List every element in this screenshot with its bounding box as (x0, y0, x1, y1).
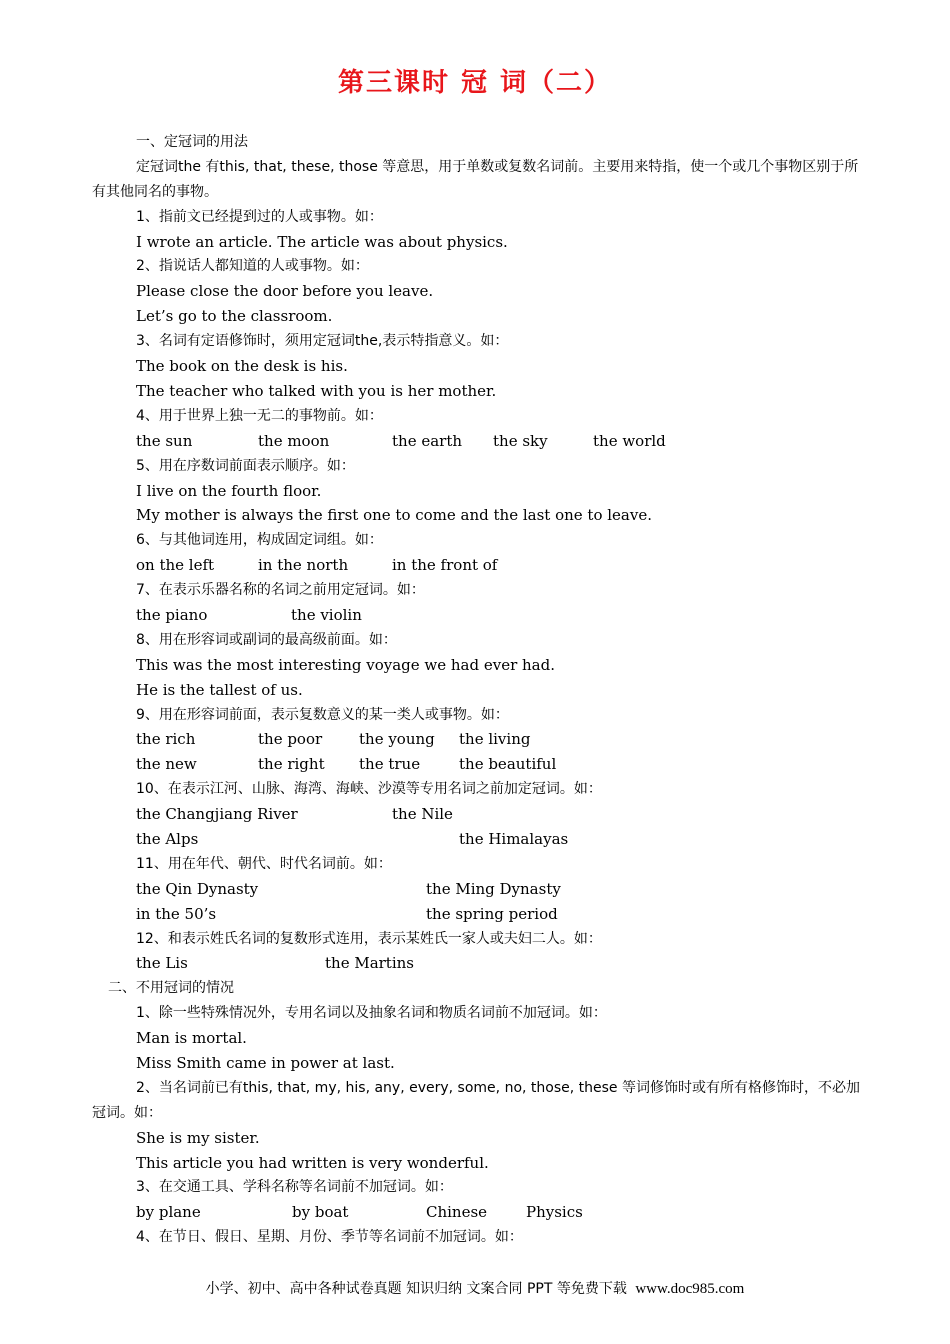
example-word: by boat (292, 1203, 349, 1222)
example-word: the Himalayas (459, 829, 569, 848)
example-word: the Nile (392, 805, 453, 824)
example-sentence: The teacher who talked with you is her mother. (136, 381, 497, 400)
example-sentence: I wrote an article. The article was about physics. (136, 232, 508, 251)
no-article-rule-3: 3、在交通工具、学科名称等名词前不加冠词。如： (136, 1179, 453, 1196)
document-body (92, 130, 862, 1250)
no-article-rule-4: 4、在节日、假日、星期、月份、季节等名词前不加冠词。如： (136, 1229, 523, 1246)
example-word: the young (359, 730, 435, 749)
no-article-rule-1: 1、除一些特殊情况外，专用名词以及抽象名词和物质名词前不加冠词。如： (136, 1005, 607, 1022)
example-word-row (92, 553, 862, 578)
example-word: on the left (136, 556, 215, 575)
page-footer (0, 1278, 950, 1298)
section-heading-definite: 一、定冠词的用法 (136, 134, 248, 150)
footer-text: 小学、初中、高中各种试卷真题 知识归纳 文案合同 PPT 等免费下载 (205, 1281, 627, 1297)
example-sentence: My mother is always the first one to come and the last one to leave. (136, 506, 652, 525)
example-word: the earth (392, 431, 463, 450)
example-word: the true (359, 755, 421, 774)
rule-5: 5、用在序数词前面表示顺序。如： (136, 457, 355, 474)
example-word: Physics (526, 1203, 583, 1222)
example-word: in the north (258, 556, 349, 575)
page-title: 第三课时 冠 词（二） (337, 68, 613, 98)
example-word: the piano (136, 605, 208, 624)
rule-9: 9、用在形容词前面，表示复数意义的某一类人或事物。如： (136, 706, 509, 723)
footer-site-link[interactable]: www.doc985.com (635, 1281, 745, 1297)
example-word-row (92, 752, 862, 777)
example-word-row (92, 727, 862, 752)
example-word-row (92, 902, 862, 927)
example-word: the world (593, 431, 666, 450)
example-sentence: He is the tallest of us. (136, 680, 303, 699)
example-word-row (92, 827, 862, 852)
example-word-row (92, 1200, 862, 1225)
example-sentence: She is my sister. (136, 1128, 260, 1147)
example-word: the sun (136, 431, 193, 450)
example-word: the new (136, 755, 197, 774)
example-word: Chinese (426, 1203, 488, 1222)
example-word: the living (459, 730, 531, 749)
example-word: the violin (291, 605, 362, 624)
example-word: in the 50’s (136, 904, 217, 923)
intro-paragraph: 定冠词the 有this, that, these, those 等意思，用于单数或复数名词前。主要用来特指，使一个或几个事物区别于所有其他同名的事物。 (92, 158, 859, 200)
example-word-row (92, 603, 862, 628)
example-word: the poor (258, 730, 323, 749)
example-word: the Changjiang River (136, 805, 298, 824)
example-word-row (92, 951, 862, 976)
example-word: the moon (258, 431, 330, 450)
example-sentence: This was the most interesting voyage we had ever had. (136, 655, 555, 674)
example-word-row (92, 802, 862, 827)
example-sentence: Let’s go to the classroom. (136, 307, 333, 326)
section-heading-no-article: 二、不用冠词的情况 (108, 980, 234, 997)
example-sentence: Man is mortal. (136, 1029, 247, 1048)
example-word-row (92, 429, 862, 454)
rule-4: 4、用于世界上独一无二的事物前。如： (136, 407, 383, 424)
example-word: the spring period (426, 904, 558, 923)
example-word: the beautiful (459, 755, 557, 774)
example-word: in the front of (392, 556, 498, 575)
rule-3: 3、名词有定语修饰时，须用定冠词the,表示特指意义。如： (136, 333, 509, 350)
example-word: the sky (493, 431, 548, 450)
rule-2: 2、指说话人都知道的人或事物。如： (136, 258, 369, 275)
example-word: by plane (136, 1203, 201, 1222)
rule-7: 7、在表示乐器名称的名词之前用定冠词。如： (136, 582, 425, 599)
example-sentence: I live on the fourth floor. (136, 481, 322, 500)
rule-12: 12、和表示姓氏名词的复数形式连用，表示某姓氏一家人或夫妇二人。如： (136, 930, 602, 947)
rule-6: 6、与其他词连用，构成固定词组。如： (136, 532, 383, 549)
example-word: the Alps (136, 829, 199, 848)
example-word-row (92, 877, 862, 902)
rule-1: 1、指前文已经提到过的人或事物。如： (136, 208, 383, 225)
example-sentence: The book on the desk is his. (136, 357, 348, 376)
rule-10: 10、在表示江河、山脉、海湾、海峡、沙漠等专用名词之前加定冠词。如： (136, 781, 602, 798)
example-word: the Qin Dynasty (136, 879, 259, 898)
rule-8: 8、用在形容词或副词的最高级前面。如： (136, 631, 397, 648)
example-word: the Ming Dynasty (426, 879, 561, 898)
example-sentence: This article you had written is very wonderful. (136, 1153, 489, 1172)
example-sentence: Please close the door before you leave. (136, 282, 434, 301)
example-word: the Martins (325, 954, 414, 973)
example-word: the rich (136, 730, 196, 749)
example-sentence: Miss Smith came in power at last. (136, 1053, 395, 1072)
example-word: the right (258, 755, 325, 774)
rule-11: 11、用在年代、朝代、时代名词前。如： (136, 855, 392, 872)
no-article-rule-2: 2、当名词前已有this, that, my, his, any, every, some, no, those, these 等词修饰时或有所有格修饰时，不必加冠词。如： (92, 1079, 860, 1121)
example-word: the Lis (136, 954, 188, 973)
